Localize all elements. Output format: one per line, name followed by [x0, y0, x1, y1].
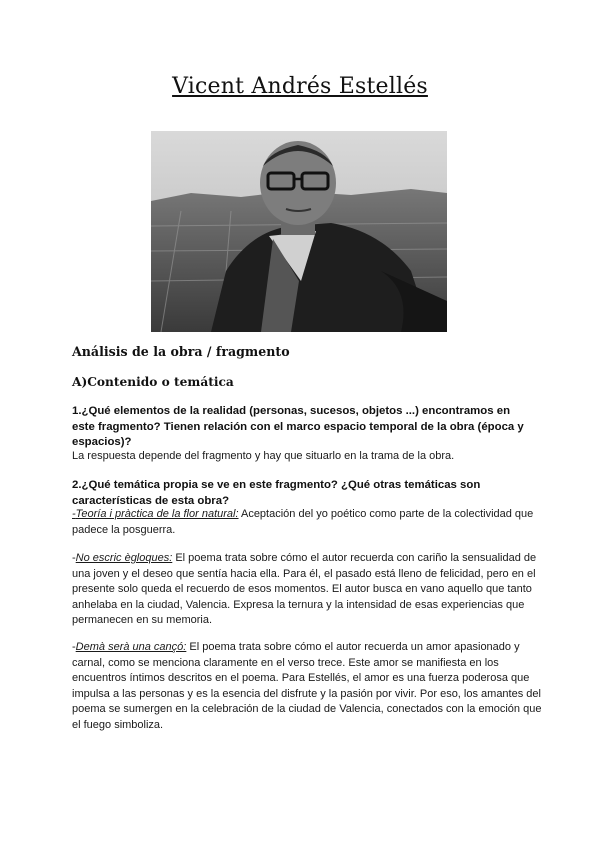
theme-item-no-escric — [72, 551, 542, 629]
subsection-heading: A)Contenido o temática — [72, 375, 234, 389]
theme-item-prefix: - — [72, 552, 76, 564]
theme-item-title: No escric ègloques: — [75, 552, 173, 564]
author-photo — [151, 131, 447, 332]
page-title: Vicent Andrés Estellés — [172, 74, 428, 99]
theme-item-text: El poema trata sobre cómo el autor recuerda con cariño la sensualidad de una joven y el deseo que sentía hacia ella. Para él, el pasado está lleno de felicidad, pero en el presente solo queda el recuerdo de esos momentos. El autor busca en vano aquello que tanto anhelaba en la ciudad, Valencia. Expresa la ternura y la intensidad de esas experiencias que permanecen en su memoria. — [72, 552, 537, 626]
theme-item-prefix: - — [72, 508, 76, 520]
theme-item-text: Aceptación del yo poético como parte de la colectividad que padece la posguerra. — [72, 508, 534, 536]
author-portrait-image — [151, 131, 447, 332]
theme-item-title: Demà serà una cançó: — [75, 641, 187, 653]
theme-item-text: El poema trata sobre cómo el autor recuerda un amor apasionado y carnal, como se menciona claramente en el verso trece. Este amor se manifiesta en los encuentros íntimos descritos en el poema. Para Estellés, el amor es una fuerza poderosa que impulsa a las personas y es la esencia del disfrute y la pasión por vivir. Por eso, los amantes del poema se sumergen en la celebración de la ciudad de Valencia, conectados con la emoción que el fuego simboliza. — [72, 641, 542, 731]
question-2: 2.¿Qué temática propia se ve en este fragmento? ¿Qué otras temáticas son características de esta obra? — [72, 479, 481, 507]
theme-item-prefix: - — [72, 641, 76, 653]
theme-item-title: Teoría i pràctica de la flor natural: — [75, 508, 239, 520]
answer-1: La respuesta depende del fragmento y hay que situarlo en la trama de la obra. — [72, 450, 455, 462]
theme-item-dema — [72, 640, 542, 733]
question-1: 1.¿Qué elementos de la realidad (personas, sucesos, objetos ...) encontramos en este fragmento? Tienen relación con el marco espacio temporal de la obra (época y espacios)? — [72, 405, 524, 448]
section-heading: Análisis de la obra / fragmento — [72, 344, 290, 359]
theme-item-teoria — [72, 507, 542, 538]
